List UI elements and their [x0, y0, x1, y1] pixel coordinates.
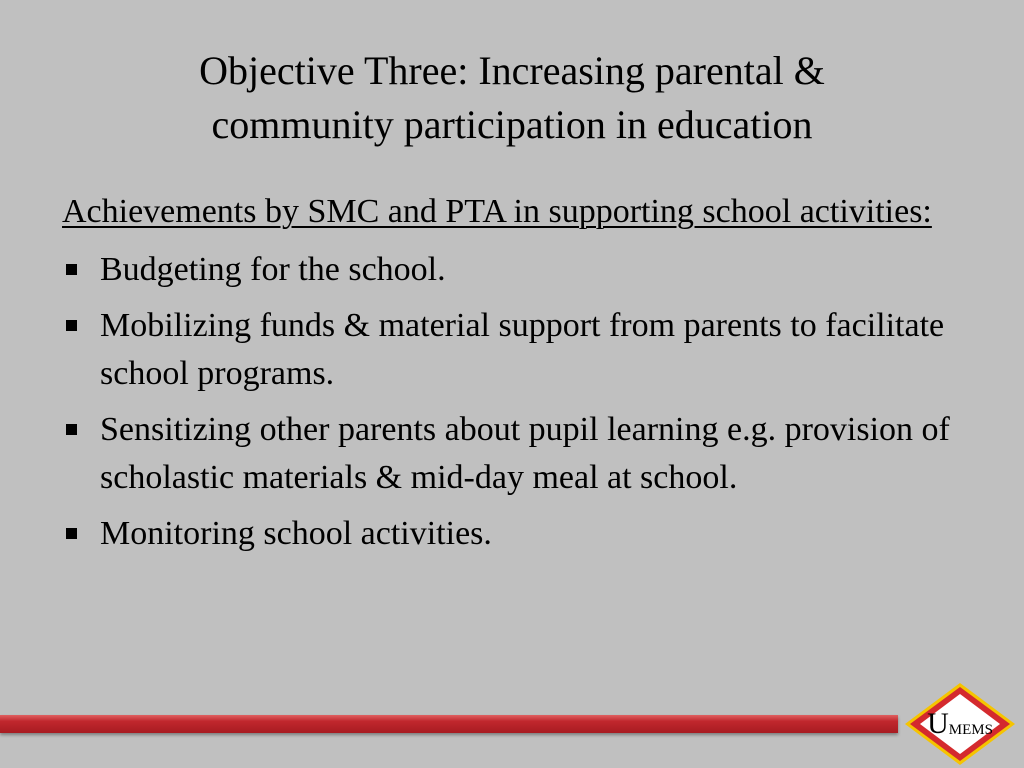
umems-logo: [904, 682, 1016, 766]
footer-accent-bar: [0, 715, 898, 733]
list-item: [62, 246, 962, 294]
list-item-text: Mobilizing funds & material support from parents to facilitate school programs.: [100, 307, 945, 392]
slide-content: [62, 188, 962, 566]
list-item: [62, 510, 962, 558]
logo-initial: U: [927, 707, 949, 740]
slide-title-line-2: community participation in education: [211, 102, 813, 147]
section-heading: Achievements by SMC and PTA in supporting school activities:: [62, 193, 932, 230]
list-item: [62, 302, 962, 398]
list-item-text: Budgeting for the school.: [100, 251, 446, 288]
slide-title: [60, 44, 964, 152]
square-bullet-icon: [66, 264, 77, 275]
square-bullet-icon: [66, 424, 77, 435]
square-bullet-icon: [66, 528, 77, 539]
list-item-text: Monitoring school activities.: [100, 515, 492, 552]
square-bullet-icon: [66, 320, 77, 331]
bullet-list: [62, 246, 962, 558]
list-item: [62, 406, 962, 502]
slide-title-line-1: Objective Three: Increasing parental &: [199, 48, 825, 93]
list-item-text: Sensitizing other parents about pupil learning e.g. provision of scholastic materials & mid-day meal at school.: [100, 411, 950, 496]
logo-wordmark: MEMS: [948, 721, 993, 738]
logo-diamond-icon: [904, 682, 1016, 766]
